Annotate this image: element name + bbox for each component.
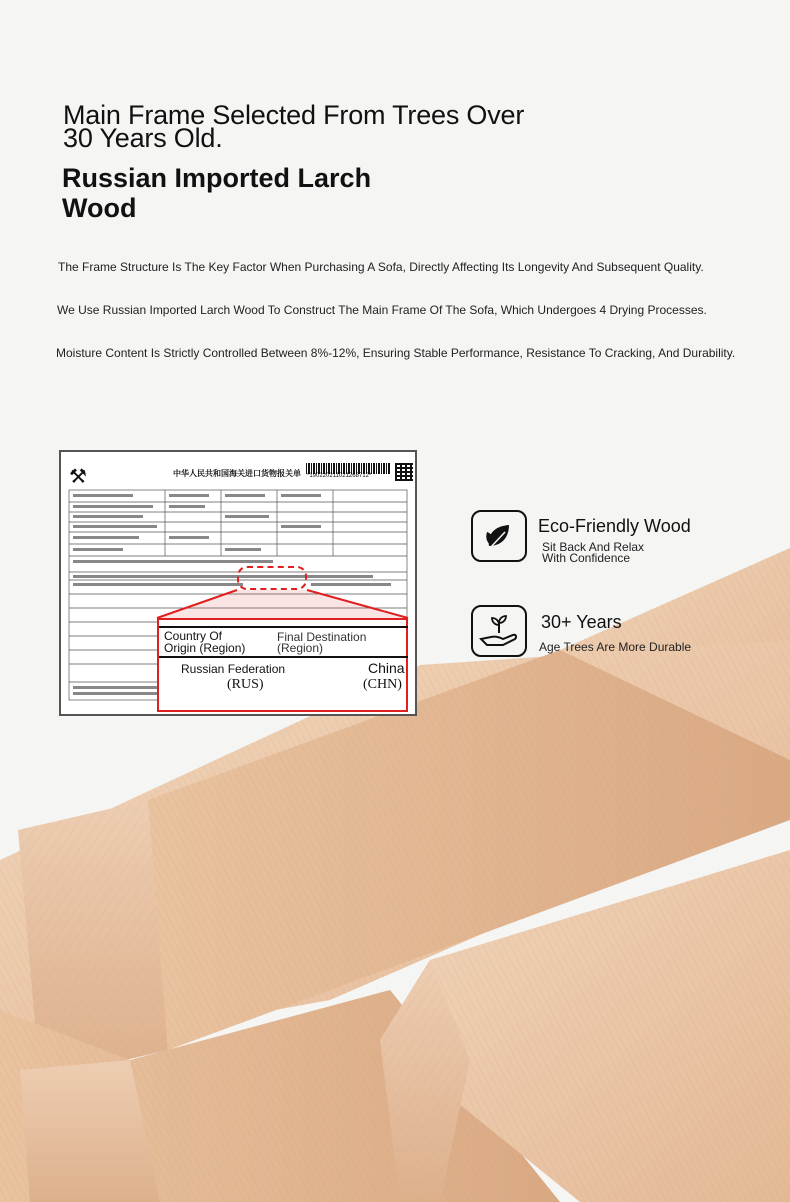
- subheadline-line-1: Russian Imported Larch: [62, 163, 372, 193]
- customs-emblem-icon: ⚒: [69, 466, 87, 488]
- origin-label: [164, 630, 245, 654]
- destination-label: [277, 632, 366, 654]
- origin-code: (RUS): [227, 677, 264, 692]
- feature-eco-title: Eco-Friendly Wood: [538, 516, 691, 536]
- hand-sprout-icon: [471, 605, 527, 657]
- headline-line-1: Main Frame Selected From Trees Over: [63, 100, 525, 130]
- feature-eco-subtitle: [542, 542, 644, 564]
- origin-label-line-2: Origin (Region): [164, 641, 246, 655]
- leaf-icon: [471, 510, 527, 562]
- callout-mid-rule: [159, 656, 408, 658]
- destination-label-line-2: (Region): [277, 641, 324, 655]
- paragraph-frame-structure: The Frame Structure Is The Key Factor When Purchasing A Sofa, Directly Affecting Its Longevity And Subsequent Quality.: [58, 260, 704, 274]
- subheadline-line-2: Wood: [62, 193, 137, 223]
- headline-line-2: 30 Years Old.: [63, 123, 223, 153]
- destination-code: (CHN): [363, 677, 402, 692]
- callout-top-rule: [159, 626, 408, 628]
- destination-value: China: [368, 660, 405, 676]
- feature-years-subtitle: Age Trees Are More Durable: [539, 640, 692, 654]
- origin-zoom-callout: [157, 618, 408, 712]
- feature-eco-sub-line-1: Sit Back And Relax: [542, 540, 645, 554]
- document-code: *190220211021268712*: [307, 473, 372, 479]
- origin-label-line-1: Country Of: [164, 629, 223, 643]
- document-title: 中华人民共和国海关进口货物报关单: [173, 469, 301, 478]
- origin-value: Russian Federation: [181, 662, 286, 676]
- feature-years-title: 30+ Years: [541, 612, 622, 632]
- destination-label-line-1: Final Destination: [277, 630, 367, 644]
- paragraph-larch-wood: We Use Russian Imported Larch Wood To Construct The Main Frame Of The Sofa, Which Undergoes 4 Drying Processes.: [57, 303, 707, 317]
- paragraph-moisture: Moisture Content Is Strictly Controlled Between 8%-12%, Ensuring Stable Performance, Resistance To Cracking, And Durability.: [56, 346, 736, 360]
- feature-eco-sub-line-2: With Confidence: [542, 551, 631, 565]
